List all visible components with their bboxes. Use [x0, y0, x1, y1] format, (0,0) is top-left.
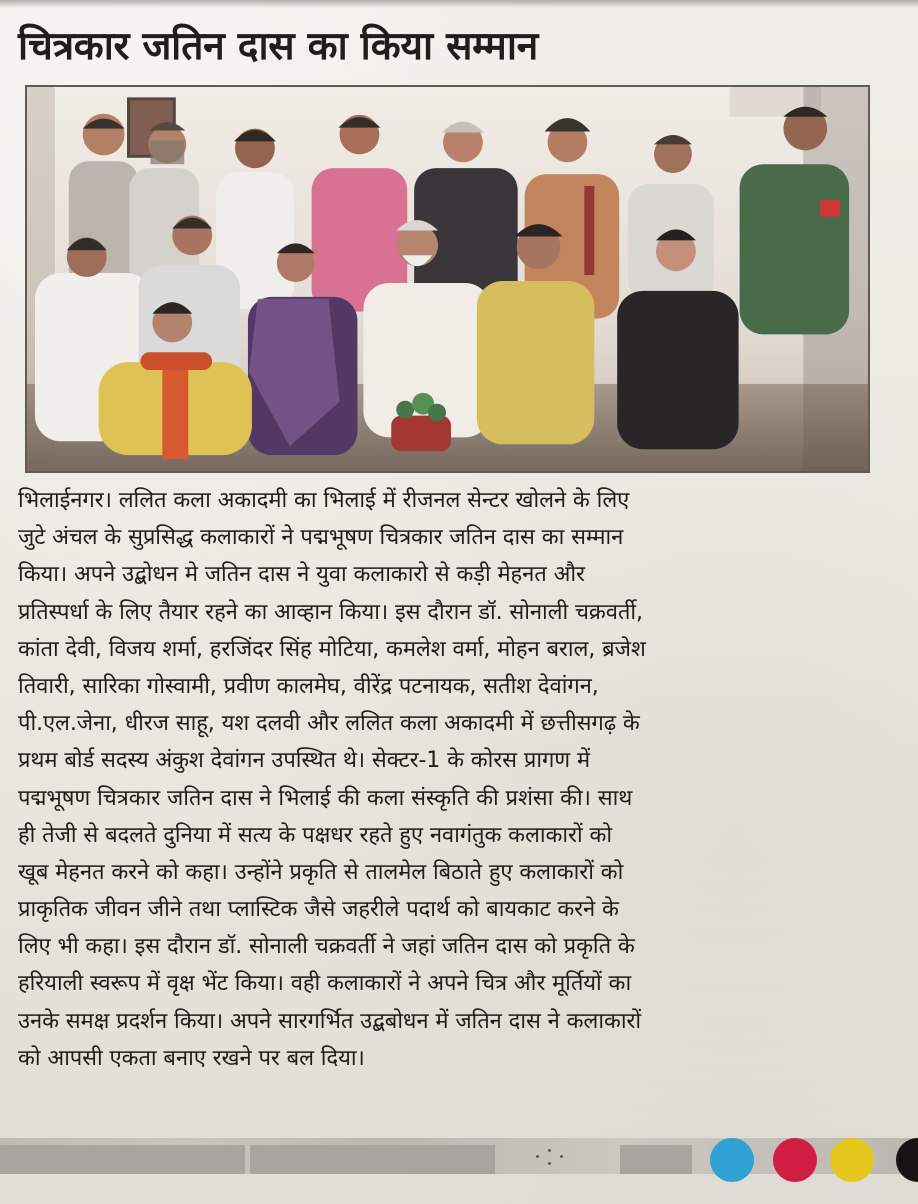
article-line: किया। अपने उद्बोधन मे जतिन दास ने युवा कलाकारो से कड़ी मेहनत और: [18, 562, 585, 588]
gray-block-center: [250, 1145, 495, 1174]
article-line: तिवारी, सारिका गोस्वामी, प्रवीण कालमेघ, वीरेंद्र पटनायक, सतीश देवांगन,: [18, 673, 599, 699]
article-line: प्राकृतिक जीवन जीने तथा प्लास्टिक जैसे जहरीले पदार्थ को बायकाट करने के: [18, 897, 619, 923]
gray-block-right: [620, 1145, 692, 1174]
article-line: हरियाली स्वरूप में वृक्ष भेंट किया। वही कलाकारों ने अपने चित्र और मूर्तियों का: [18, 971, 632, 997]
article-line: प्रतिस्पर्धा के लिए तैयार रहने का आव्हान किया। इस दौरान डॉ. सोनाली चक्रवर्ती,: [18, 599, 643, 625]
article-line: ही तेजी से बदलते दुनिया में सत्य के पक्षधर रहते हुए नवागंतुक कलाकारों को: [18, 822, 612, 848]
article-line: लिए भी कहा। इस दौरान डॉ. सोनाली चक्रवर्ती ने जहां जतिन दास को प्रकृति के: [18, 934, 635, 960]
group-photo: [25, 85, 870, 473]
article-line: पद्मभूषण चित्रकार जतिन दास ने भिलाई की कला संस्कृति की प्रशंसा की। साथ: [18, 785, 633, 811]
registration-mark-dot: [560, 1155, 563, 1158]
print-registration-strip: [0, 1138, 918, 1204]
group-photo-illustration: [27, 87, 868, 471]
article-line: को आपसी एकता बनाए रखने पर बल दिया।: [18, 1045, 365, 1071]
cyan-registration-circle: [710, 1138, 754, 1182]
yellow-registration-circle: [830, 1138, 874, 1182]
article-line: उनके समक्ष प्रदर्शन किया। अपने सारगर्भित उद्बबोधन में जतिन दास ने कलाकारों: [18, 1008, 642, 1034]
article-line: कांता देवी, विजय शर्मा, हरजिंदर सिंह मोटिया, कमलेश वर्मा, मोहन बराल, ब्रजेश: [18, 636, 646, 662]
registration-mark-dot: [536, 1155, 539, 1158]
registration-mark-dot: [548, 1162, 551, 1165]
article-body: [18, 482, 876, 1077]
headline: चित्रकार जतिन दास का किया सम्मान: [18, 24, 538, 69]
registration-mark-dot: [548, 1149, 551, 1152]
magenta-registration-circle: [773, 1138, 817, 1182]
article-line: पी.एल.जेना, धीरज साहू, यश दलवी और ललित कला अकादमी में छत्तीसगढ़ के: [18, 711, 640, 737]
article-line: प्रथम बोर्ड सदस्य अंकुश देवांगन उपस्थित थे। सेक्टर-1 के कोरस प्रागण में: [18, 748, 591, 774]
article-line: जुटे अंचल के सुप्रसिद्ध कलाकारों ने पद्मभूषण चित्रकार जतिन दास का सम्मान: [18, 525, 624, 551]
top-print-edge: [0, 0, 918, 8]
article-line: खूब मेहनत करने को कहा। उन्होंने प्रकृति से तालमेल बिठाते हुए कलाकारों को: [18, 859, 624, 885]
gray-block-left: [0, 1145, 245, 1174]
article-line: भिलाईनगर। ललित कला अकादमी का भिलाई में रीजनल सेन्टर खोलने के लिए: [18, 488, 630, 513]
